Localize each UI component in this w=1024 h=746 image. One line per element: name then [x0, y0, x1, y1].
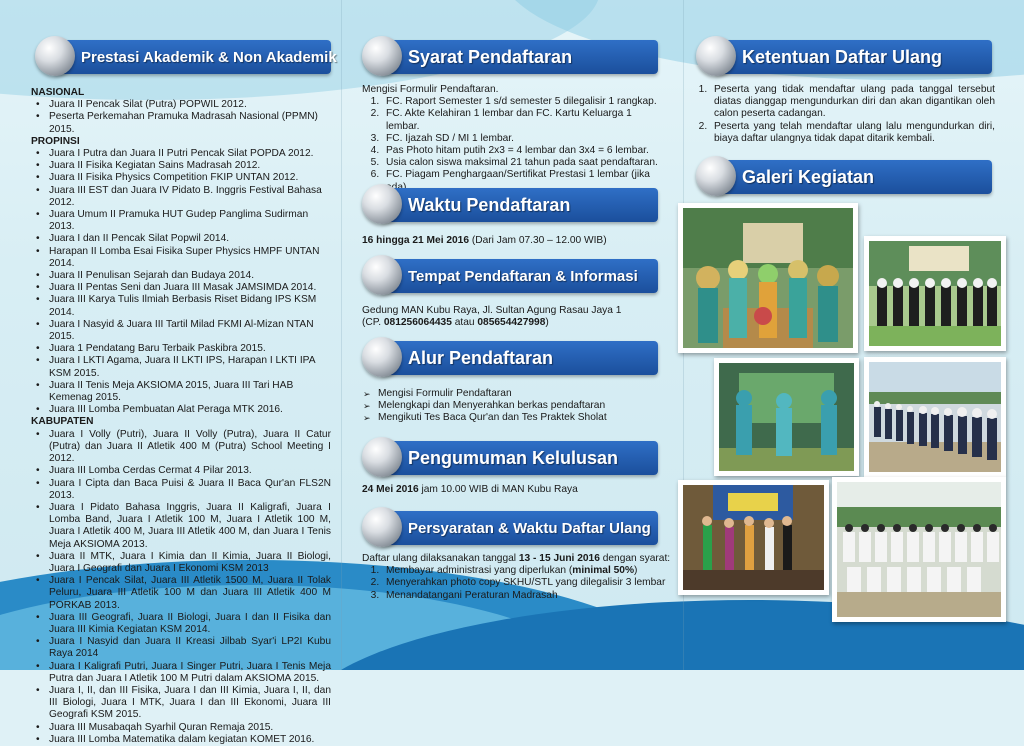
header-bullet-icon [35, 36, 75, 76]
header-bullet-icon [362, 437, 402, 477]
alur-list [362, 388, 662, 425]
list-item: 3. FC. Ijazah SD / MI 1 lembar. [382, 133, 662, 145]
header-tempat [362, 259, 658, 293]
header-bullet-icon [362, 337, 402, 377]
section-label-propinsi: PROPINSI [31, 135, 80, 147]
list-item: • Harapan II Lomba Esai Fisika Super Physics HMPF UNTAN 2014. [47, 246, 331, 270]
list-item: • Juara III Karya Tulis Ilmiah Berbasis Riset Bidang IPS KSM 2014. [47, 294, 331, 318]
list-item: • Juara III Geografi, Juara II Biologi, Juara I dan II Fisika dan Juara III Kimia Kegiatan KSM 2014. [47, 612, 331, 636]
header-prestasi [35, 40, 337, 74]
prestasi-list [31, 87, 331, 746]
waktu-date: 16 hingga 21 Mei 2016 [362, 235, 470, 246]
header-bullet-icon [362, 507, 402, 547]
list-item: • Juara I Putra dan Juara II Putri Pencak Silat POPDA 2012. [47, 148, 331, 160]
list-item: 1. FC. Raport Semester 1 s/d semester 5 dilegalisir 1 rangkap. [382, 96, 662, 108]
nasional-list [31, 99, 331, 136]
list-item: • Juara III Lomba Matematika dalam kegiatan KOMET 2016. [47, 734, 331, 746]
section-label-kabupaten: KABUPATEN [31, 416, 94, 428]
header-alur [362, 341, 658, 375]
tempat-address: Gedung MAN Kubu Raya, Jl. Sultan Agung Rasau Jaya 1 [362, 305, 622, 316]
list-item: • Juara III Lomba Pembuatan Alat Peraga MTK 2016. [47, 404, 331, 416]
kabupaten-list [31, 429, 331, 746]
header-syarat [362, 40, 658, 74]
header-title: Persyaratan & Waktu Daftar Ulang [408, 519, 651, 537]
list-item: • Juara II Pentas Seni dan Juara III Masak JAMSIMDA 2014. [47, 282, 331, 294]
list-item: • Juara III Musabaqah Syarhil Quran Remaja 2015. [47, 722, 331, 734]
list-item: • Juara Umum II Pramuka HUT Gudep Panglima Sudirman 2013. [47, 209, 331, 233]
list-item: 1. Peserta yang tidak mendaftar ulang pada tanggal tersebut diatas dianggap mengundurkan diri dan akan digantikan oleh calon peserta cadangan. [710, 84, 995, 121]
header-bullet-icon [696, 36, 736, 76]
header-title: Waktu Pendaftaran [408, 194, 571, 215]
list-item: • Juara I Nasyid dan Juara II Kreasi Jilbab Syar'i LP2I Kubu Raya 2014 [47, 636, 331, 660]
header-waktu [362, 188, 658, 222]
persyaratan-list [362, 565, 672, 602]
header-title: Syarat Pendaftaran [408, 46, 573, 67]
list-item: • Juara III Lomba Cerdas Cermat 4 Pilar 2013. [47, 465, 331, 477]
list-item: 2. FC. Akte Kelahiran 1 lembar dan FC. Kartu Keluarga 1 lembar. [382, 108, 662, 132]
list-item: 5. Usia calon siswa maksimal 21 tahun pada saat pendaftaran. [382, 157, 662, 169]
list-item: ➢ Mengikuti Tes Baca Qur'an dan Tes Praktek Sholat [378, 412, 662, 424]
list-item: • Juara I Pencak Silat, Juara III Atletik 1500 M, Juara II Tolak Peluru, Juara III Atletik 100 M dan Juara III Atletik 400 M PORKAB 2013. [47, 575, 331, 612]
list-item: • Juara I Nasyid & Juara III Tartil Milad FKMI Al-Mizan NTAN 2015. [47, 319, 331, 343]
list-item: • Juara II Penulisan Sejarah dan Budaya 2014. [47, 270, 331, 282]
syarat-list [362, 96, 662, 194]
list-item: • Juara I dan II Pencak Silat Popwil 2014. [47, 233, 331, 245]
syarat-intro: Mengisi Formulir Pendaftaran. [362, 84, 499, 95]
header-galeri [696, 160, 992, 194]
list-item: • Juara I LKTI Agama, Juara II LKTI IPS, Harapan I LKTI IPA KSM 2015. [47, 355, 331, 379]
ketentuan-list [690, 84, 995, 145]
header-bullet-icon [362, 184, 402, 224]
fold-line-1 [341, 0, 342, 670]
list-item: 4. Pas Photo hitam putih 2x3 = 4 lembar dan 3x4 = 6 lembar. [382, 145, 662, 157]
list-item: • Juara II Pencak Silat (Putra) POPWIL 2012. [47, 99, 331, 111]
list-item: 1. Membayar administrasi yang diperlukan (minimal 50%) [382, 565, 672, 577]
pengumuman-text: 24 Mei 2016 jam 10.00 WIB di MAN Kubu Raya [362, 484, 578, 495]
header-ketentuan [696, 40, 992, 74]
ketentuan-section [690, 84, 995, 145]
waktu-time: (Dari Jam 07.30 – 12.00 WIB) [469, 235, 607, 246]
list-item: • Juara II Tenis Meja AKSIOMA 2015, Juara III Tari HAB Kemenag 2015. [47, 380, 331, 404]
header-title: Ketentuan Daftar Ulang [742, 46, 943, 67]
persyaratan-intro: Daftar ulang dilaksanakan tanggal 13 - 15 Juni 2016 dengan syarat: [362, 553, 671, 564]
header-title: Alur Pendaftaran [408, 347, 554, 368]
list-item: • Juara II Fisika Physics Competition FKIP UNTAN 2012. [47, 172, 331, 184]
propinsi-list [31, 148, 331, 416]
phone-2: 085654427998 [477, 317, 546, 329]
list-item: ➢ Melengkapi dan Menyerahkan berkas pendaftaran [378, 400, 662, 412]
waktu-text [362, 235, 662, 247]
syarat-section [362, 84, 662, 194]
header-title: Pengumuman Kelulusan [408, 447, 619, 468]
header-bullet-icon [362, 255, 402, 295]
header-title: Galeri Kegiatan [742, 166, 875, 187]
list-item: 6. FC. Piagam Penghargaan/Sertifikat Prestasi 1 lembar (jika [382, 169, 662, 193]
section-label-nasional: NASIONAL [31, 87, 85, 98]
list-item: 3. Menandatangani Peraturan Madrasah [382, 590, 672, 602]
list-item: • Juara I Kaligrafi Putri, Juara I Singer Putri, Juara I Tenis Meja Putra dan Juara I Atletik 100 M Putri dalam AKSIOMA 2015. [47, 661, 331, 685]
list-item: • Juara I Volly (Putri), Juara II Volly (Putra), Juara II Catur (Putra) dan Juara II Atletik 400 M (Putra) School Meeting I 2012. [47, 429, 331, 466]
header-pengumuman [362, 441, 658, 475]
tempat-contact: (CP. 081256064435 atau 085654427998) [362, 317, 549, 329]
list-item: • Juara II Fisika Kegiatan Sains Madrasah 2012. [47, 160, 331, 172]
list-item: ➢ Mengisi Formulir Pendaftaran [378, 388, 662, 400]
pengumuman-date: 24 Mei 2016 [362, 484, 419, 495]
tempat-text [362, 305, 662, 329]
gallery-photo-4 [864, 357, 1006, 477]
persyaratan-section [362, 553, 672, 602]
header-bullet-icon [696, 156, 736, 196]
header-persyaratan [362, 511, 658, 545]
list-item: 2. Menyerahkan photo copy SKHU/STL yang dilegalisir 3 lembar [382, 577, 672, 589]
alur-section [362, 388, 662, 425]
list-item: • Juara II MTK, Juara I Kimia dan II Kimia, Juara II Biologi, Juara I Geografi dan Juara I Ekonomi KSM 2013 [47, 551, 331, 575]
gallery-photo-5 [678, 480, 829, 595]
list-item: • Juara I Pidato Bahasa Inggris, Juara II Kaligrafi, Juara I Lomba Band, Juara I Atletik 100 M, Juara I Atletik 100 M, Juara I Atletik 400 M, Juara III Atletik 400 M, dan Juara I Tenis Meja AKSIOMA 2013. [47, 502, 331, 551]
gallery-photo-2 [864, 236, 1006, 351]
gallery-photo-3 [714, 358, 859, 476]
header-title: Prestasi Akademik & Non Akademik [81, 48, 337, 66]
list-item: 2. Peserta yang telah mendaftar ulang lalu mengundurkan diri, biaya daftar ulangnya tidak dapat ditarik kembali. [710, 121, 995, 145]
header-title: Tempat Pendaftaran & Informasi [408, 267, 638, 285]
gallery-photo-1 [678, 203, 858, 353]
list-item: • Juara I, II, dan III Fisika, Juara I dan III Kimia, Juara I, II, dan III Biologi, Juara I MTK, Juara I dan III Ekonomi, Juara III Geografi KSM 2015. [47, 685, 331, 722]
list-item: • Juara I Cipta dan Baca Puisi & Juara II Baca Qur'an FLS2N 2013. [47, 478, 331, 502]
phone-1: 081256064435 [383, 317, 452, 329]
list-item: • Juara III EST dan Juara IV Pidato B. Inggris Festival Bahasa 2012. [47, 185, 331, 209]
gallery-photo-6 [832, 477, 1006, 622]
list-item: • Juara 1 Pendatang Baru Terbaik Paskibra 2015. [47, 343, 331, 355]
header-bullet-icon [362, 36, 402, 76]
list-item: • Peserta Perkemahan Pramuka Madrasah Nasional (PPMN) 2015. [47, 111, 331, 135]
